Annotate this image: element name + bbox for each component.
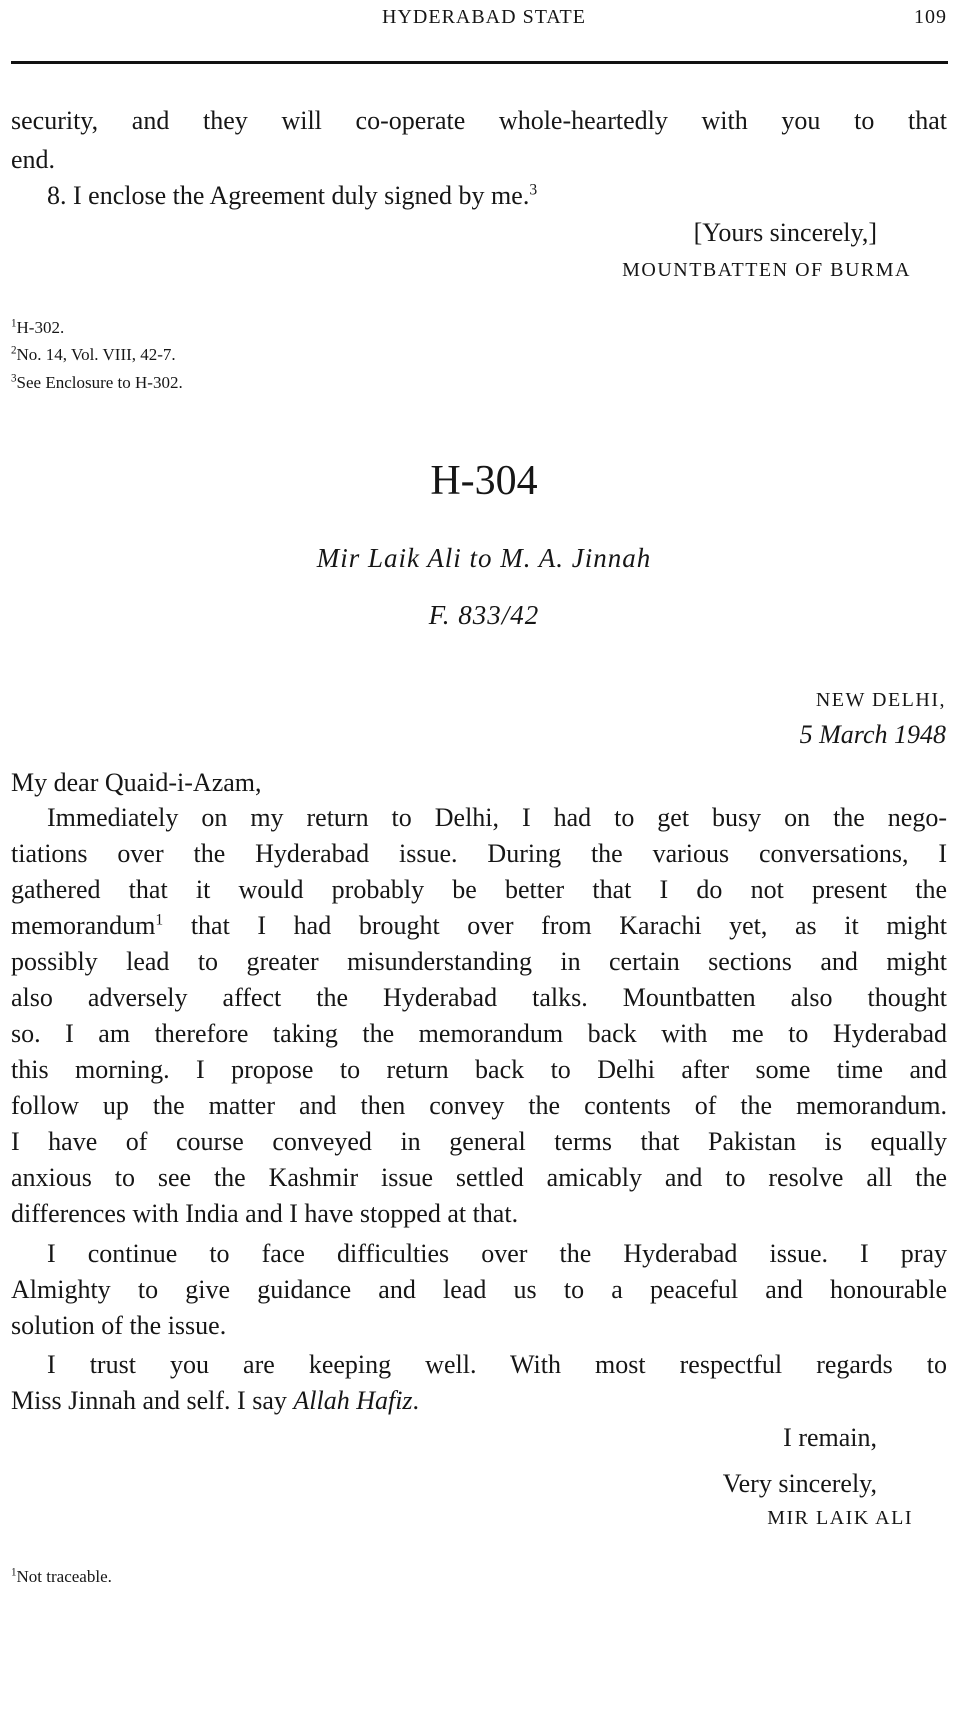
footnote-text: Not traceable.: [16, 1567, 112, 1586]
body-line: solution of the issue.: [11, 1311, 227, 1340]
text: Miss Jinnah and self. I say: [11, 1386, 294, 1415]
footnote: [11, 1566, 112, 1588]
footnote: [11, 317, 64, 339]
footnote: [11, 372, 183, 394]
footnote: [11, 344, 176, 366]
signature: MOUNTBATTEN OF BURMA: [622, 259, 911, 281]
footnote-mark: 3: [11, 372, 17, 385]
footnote-ref: 1: [155, 911, 164, 929]
document-number: H-304: [430, 458, 538, 504]
body-line: security, and they will co-operate whole-heartedly with you to that: [11, 106, 947, 135]
body-line: I continue to face difficulties over the Hyderabad issue. I pray: [47, 1239, 947, 1268]
body-line: tiations over the Hyderabad issue. During the various conversations, I: [11, 839, 947, 868]
closing: I remain,: [783, 1423, 877, 1452]
footnote-text: No. 14, Vol. VIII, 42-7.: [16, 345, 176, 364]
body-line: so. I am therefore taking the memorandum back with me to Hyderabad: [11, 1019, 947, 1048]
page-number: 109: [914, 6, 947, 28]
italic-text: Allah Hafiz: [293, 1386, 413, 1415]
footnote-mark: 1: [11, 317, 17, 330]
text: that I had brought over from Karachi yet, as it might: [163, 911, 947, 940]
body-line: possibly lead to greater misunderstanding in certain sections and might: [11, 947, 947, 976]
body-line: I have of course conveyed in general terms that Pakistan is equally: [11, 1127, 947, 1156]
body-line: [47, 178, 947, 214]
body-line: Almighty to give guidance and lead us to a peaceful and honourable: [11, 1275, 947, 1304]
place: NEW DELHI,: [815, 689, 946, 711]
body-line: gathered that it would probably be better that I do not present the: [11, 875, 947, 904]
text: memorandum: [11, 911, 156, 940]
body-line: follow up the matter and then convey the contents of the memorandum.: [11, 1091, 947, 1120]
file-reference: F. 833/42: [428, 600, 540, 630]
document-heading: Mir Laik Ali to M. A. Jinnah: [316, 543, 652, 573]
footnote-mark: 1: [11, 1566, 17, 1579]
text: .: [412, 1386, 420, 1415]
closing: [Yours sincerely,]: [693, 218, 877, 247]
salutation: My dear Quaid-i-Azam,: [11, 768, 262, 797]
body-line: [11, 908, 947, 944]
body-line: also adversely affect the Hyderabad talks. Mountbatten also thought: [11, 983, 947, 1012]
body-line: anxious to see the Kashmir issue settled amicably and to resolve all the: [11, 1163, 947, 1192]
running-title: HYDERABAD STATE: [382, 6, 586, 28]
footnote-ref: 3: [529, 181, 538, 199]
body-line: differences with India and I have stopped at that.: [11, 1199, 519, 1228]
closing: Very sincerely,: [722, 1469, 877, 1498]
date: 5 March 1948: [799, 720, 946, 749]
footnote-mark: 2: [11, 344, 17, 357]
signature: MIR LAIK ALI: [767, 1507, 913, 1529]
body-line: Immediately on my return to Delhi, I had to get busy on the nego-: [47, 803, 947, 832]
body-line: I trust you are keeping well. With most respectful regards to: [47, 1350, 947, 1379]
body-line: end.: [11, 145, 56, 174]
para8-text: 8. I enclose the Agreement duly signed by me.: [47, 181, 530, 210]
header-rule: [11, 61, 948, 64]
body-line: [11, 1383, 947, 1419]
footnote-text: See Enclosure to H-302.: [16, 373, 183, 392]
footnote-text: H-302.: [16, 318, 65, 337]
body-line: this morning. I propose to return back to Delhi after some time and: [11, 1055, 947, 1084]
